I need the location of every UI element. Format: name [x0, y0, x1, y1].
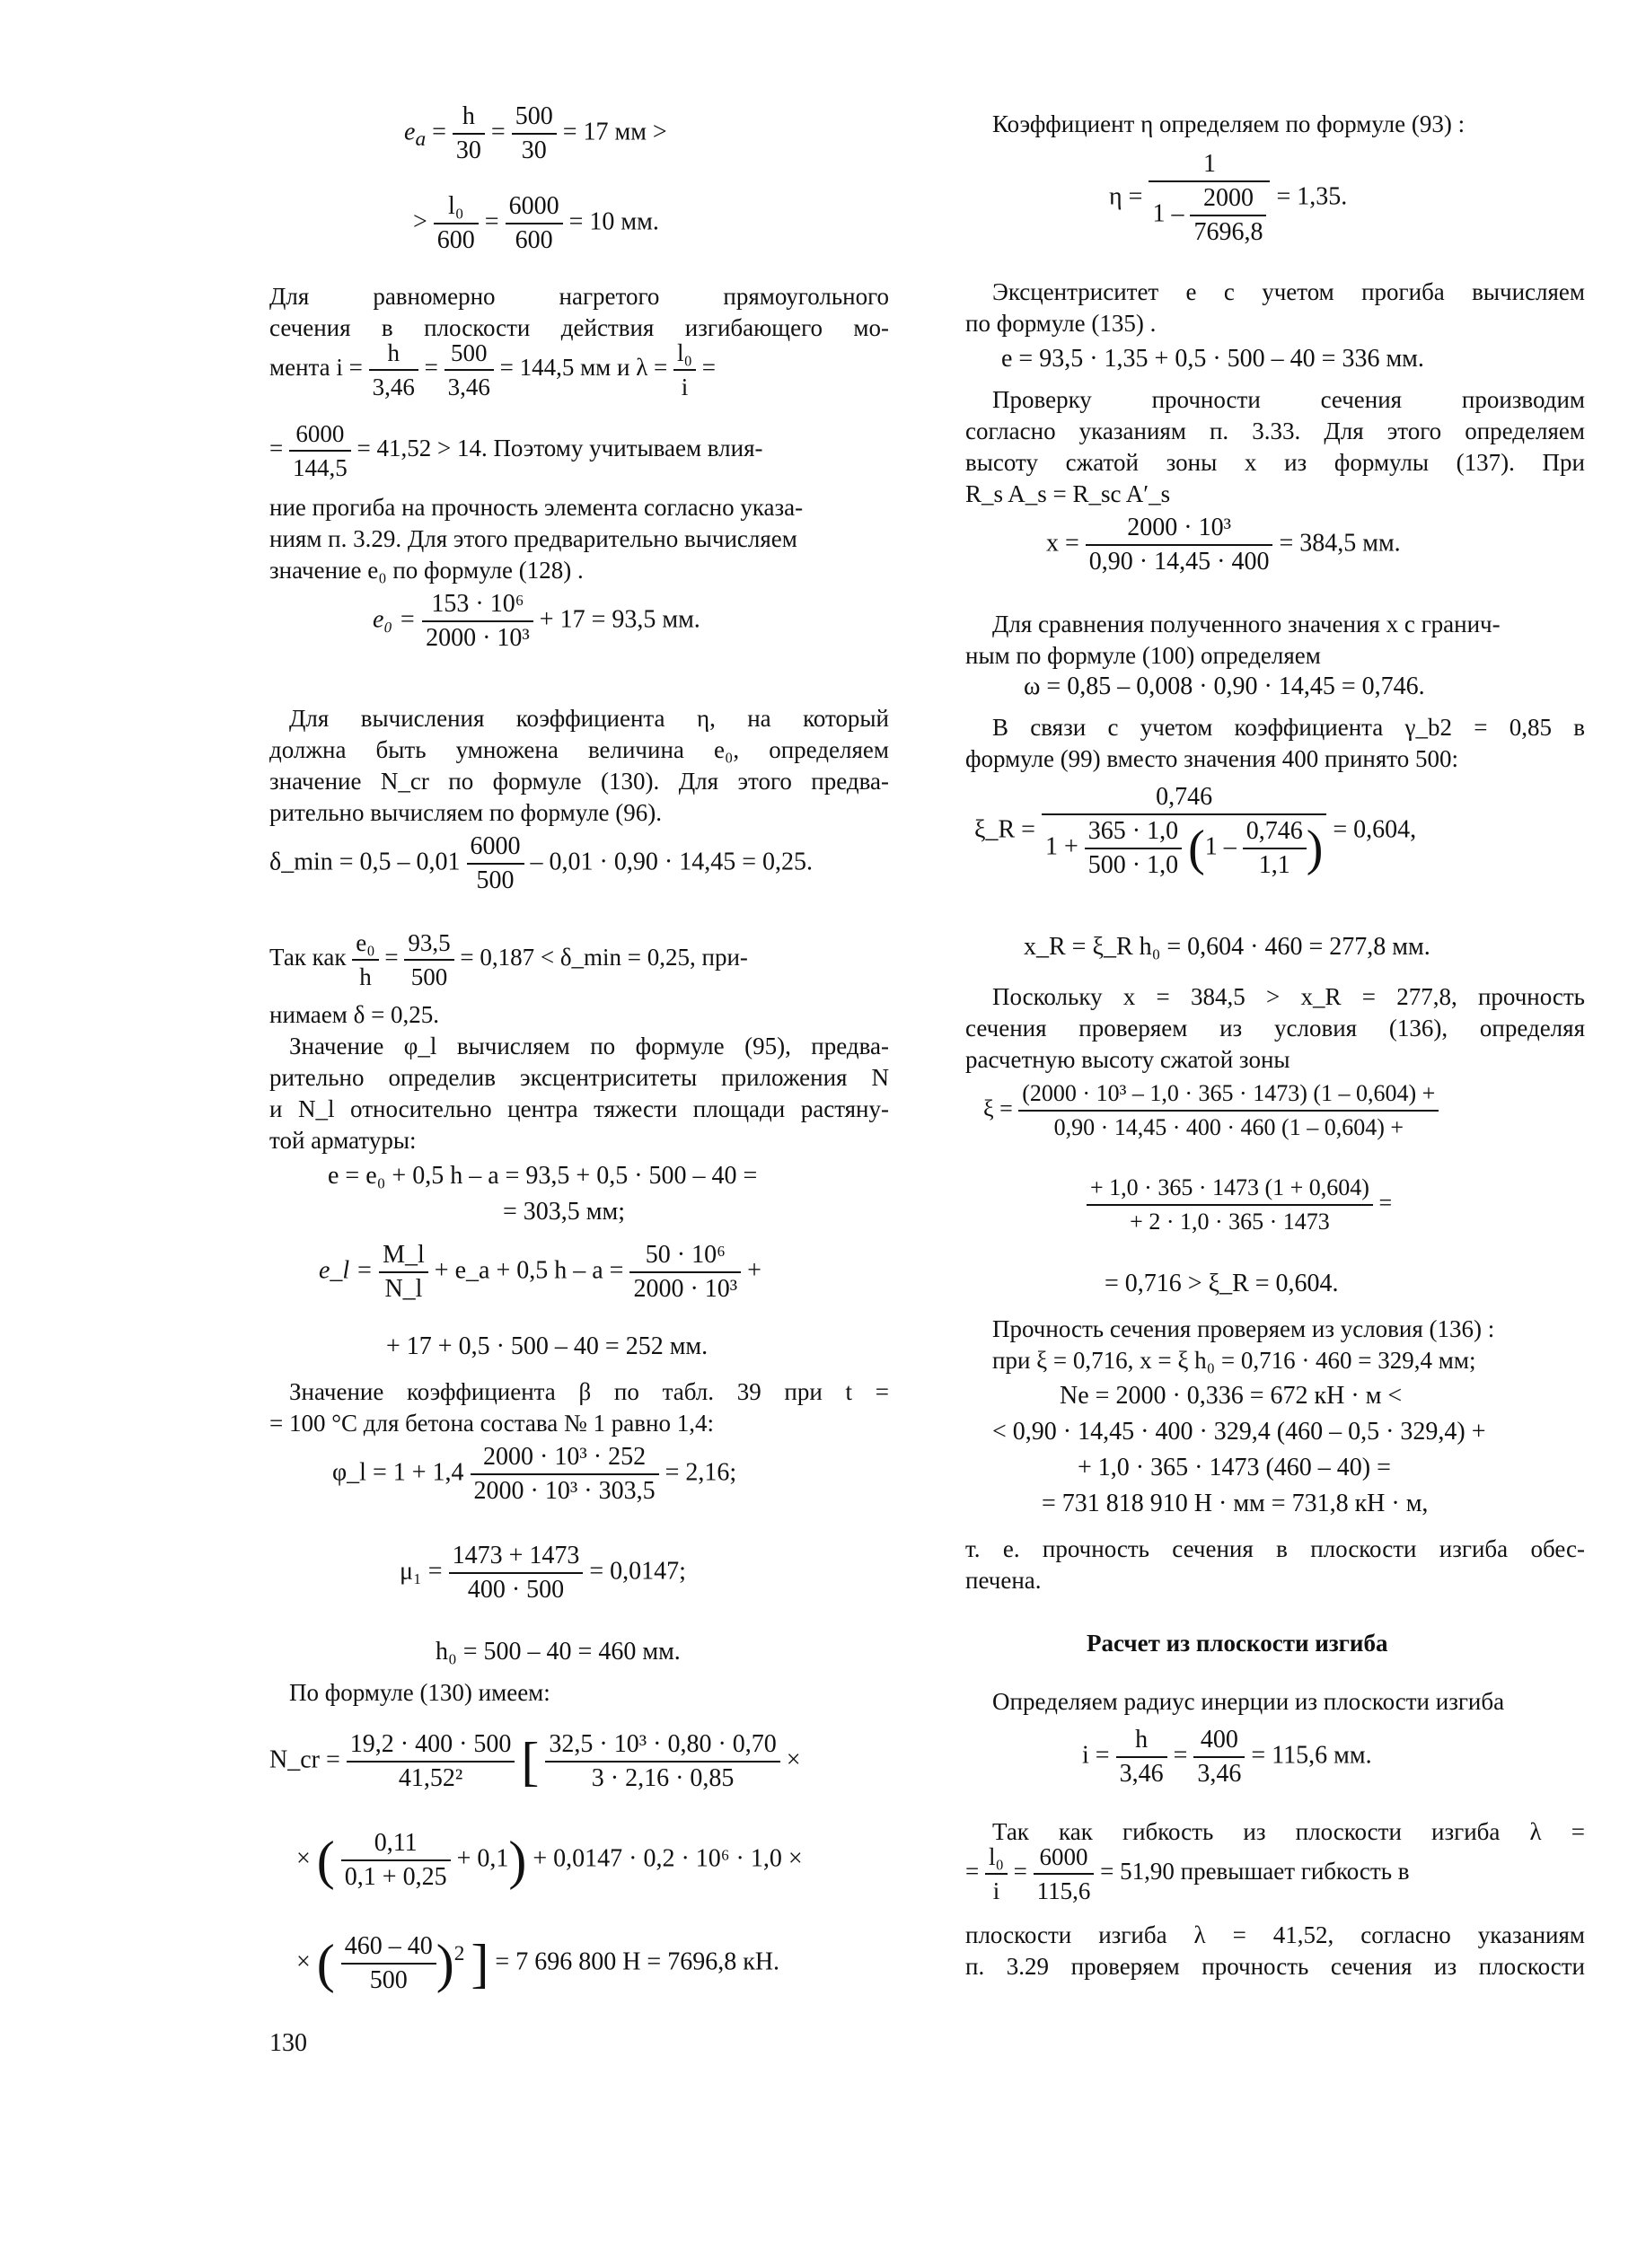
denominator: 115,6 [1036, 1877, 1091, 1904]
denominator [1042, 815, 1326, 882]
denominator: i [992, 1877, 1000, 1904]
eq-lhs: μ₁ = [400, 1557, 443, 1586]
eq-lhs: ξ_R = [974, 815, 1035, 844]
paragraph-line: ниям п. 3.29. Для этого предварительно вычисляем [269, 525, 797, 552]
text-run: мента i = [269, 354, 363, 382]
paragraph-line: сечения в плоскости действия изгибающего мо- [269, 314, 889, 341]
fraction [1086, 512, 1273, 578]
paragraph-line: рительно определив эксцентриситеты приложения N [269, 1064, 889, 1091]
denominator-inner: 1 – [1204, 832, 1237, 861]
fraction [341, 1930, 436, 1997]
fraction [404, 927, 453, 993]
paragraph-line: В связи с учетом коэффициента γ_b2 = 0,85 в [992, 714, 1585, 741]
numerator: 0,746 [1243, 815, 1307, 849]
fraction [453, 101, 485, 167]
paragraph-line: по формуле (135) . [965, 310, 1157, 337]
paragraph-line: должна быть умножена величина e₀, определяем [269, 736, 889, 763]
paren-open: ( [316, 1831, 335, 1890]
numerator: h [453, 101, 485, 135]
fraction [673, 337, 696, 403]
bracket-close: ] [471, 1934, 489, 1993]
numerator: l₀ [434, 190, 479, 224]
page-number: 130 [269, 2029, 307, 2057]
eq-rhs: = [1378, 1189, 1393, 1216]
paragraph-line: ние прогиба на прочность элемента согласно указа- [269, 494, 804, 521]
numerator: 365 · 1,0 [1085, 815, 1182, 849]
paren-close: ) [436, 1934, 454, 1993]
equation-ea-2: > $\frac{\text{l₀}}{600}$ = $\frac{6000}{600}$ = 10 мм. [413, 190, 659, 257]
paragraph-line: Прочность сечения проверяем из условия (136) : [992, 1315, 1495, 1342]
eq-rhs: = 7 696 800 Н = 7696,8 кН. [495, 1947, 780, 1976]
numerator: 460 – 40 [341, 1930, 436, 1965]
denominator: i [681, 374, 689, 400]
paren-close: ) [508, 1831, 527, 1890]
numerator: l₀ [985, 1841, 1008, 1875]
eq-rhs: = 0,0147; [589, 1557, 686, 1586]
text-run: = 41,52 > 14. Поэтому учитываем влия- [356, 435, 763, 462]
fraction [1149, 148, 1270, 249]
fraction [545, 1728, 779, 1795]
paragraph-line-formula: Так как $\frac{\text{e₀}}{h}$ = $\frac{93,5}{500}$ = 0,187 < δ_min = 0,25, при- [269, 927, 748, 993]
fraction [422, 588, 533, 655]
equation-xi-R [974, 781, 1416, 882]
denominator: 3,46 [1119, 1760, 1164, 1788]
paragraph-line: Эксцентриситет e с учетом прогиба вычисляем [992, 278, 1585, 305]
eq-rhs: = 384,5 мм. [1279, 529, 1401, 558]
equation-ncr-2 [296, 1827, 803, 1894]
equation-h0: h₀ = 500 – 40 = 460 мм. [436, 1638, 681, 1666]
text-run: = 0,187 < δ_min = 0,25, при- [460, 944, 748, 971]
text-run: = [701, 354, 716, 382]
equation-e: e = e₀ + 0,5 h – a = 93,5 + 0,5 · 500 – 40 = [328, 1162, 758, 1190]
numerator: 2000 · 10³ [1086, 512, 1273, 546]
fraction [1116, 1724, 1167, 1790]
equation-delta-min [269, 831, 813, 897]
denominator: 500 [476, 866, 515, 894]
eq-rhs: = 115,6 мм. [1251, 1741, 1372, 1770]
paragraph-line: и N_l относительно центра тяжести площади растяну- [269, 1095, 889, 1122]
numerator: 19,2 · 400 · 500 [347, 1728, 515, 1763]
equation-e0 [373, 588, 700, 655]
denominator: 600 [515, 226, 553, 254]
equation-omega: ω = 0,85 – 0,008 · 0,90 · 14,45 = 0,746. [1024, 672, 1425, 700]
denominator: 500 [410, 963, 448, 990]
paragraph-line: при ξ = 0,716, x = ξ h₀ = 0,716 · 460 = 329,4 мм; [992, 1347, 1476, 1374]
paragraph-line: формуле (99) вместо значения 400 принято 500: [965, 745, 1458, 772]
numerator: 153 · 10⁶ [422, 588, 533, 622]
eq-lhs: δ_min = 0,5 – 0,01 [269, 848, 461, 876]
fraction [471, 1441, 659, 1508]
paragraph-line-formula: = $\frac{\text{l₀}}{i}$ = $\frac{6000}{115,6}$ = 51,90 превышает гибкость в [965, 1841, 1410, 1907]
equation-x [1046, 512, 1401, 578]
fraction [1085, 815, 1182, 882]
paren-open: ( [1188, 821, 1205, 876]
denominator: 0,90 · 14,45 · 400 [1088, 548, 1270, 576]
numerator: 1473 + 1473 [449, 1540, 584, 1574]
equation-phi [332, 1441, 736, 1508]
eq-symbol: e [404, 118, 416, 146]
numerator: l₀ [673, 337, 696, 371]
denominator: 41,52² [398, 1764, 463, 1792]
denominator: + 2 · 1,0 · 365 · 1473 [1130, 1209, 1330, 1235]
fraction [352, 927, 378, 993]
numerator: M_l [379, 1239, 428, 1273]
denominator: 3,46 [1197, 1760, 1242, 1788]
fraction [512, 101, 557, 167]
fraction [289, 418, 351, 484]
paragraph-line: По формуле (130) имеем: [289, 1679, 550, 1706]
numerator: 500 [512, 101, 557, 135]
fraction [1193, 1724, 1245, 1790]
numerator: 1 [1149, 148, 1270, 182]
paragraph-line: печена. [965, 1567, 1042, 1594]
eq-mid: + e_a + 0,5 h – a = [434, 1256, 624, 1285]
eq-rhs: + 17 = 93,5 мм. [539, 605, 700, 634]
fraction [1243, 815, 1307, 882]
numerator: 32,5 · 10³ · 0,80 · 0,70 [545, 1728, 779, 1763]
paragraph-line: = 100 °С для бетона состава № 1 равно 1,4: [269, 1410, 714, 1437]
paragraph-line: Проверку прочности сечения производим [992, 386, 1585, 413]
eq-rhs: = 2,16; [665, 1458, 737, 1487]
equation-Ne-1: Ne = 2000 · 0,336 = 672 кН · м < [1060, 1382, 1403, 1410]
eq-lhs: N_cr = [269, 1745, 340, 1774]
numerator: 50 · 10⁶ [629, 1239, 741, 1273]
paragraph-line: расчетную высоту сжатой зоны [965, 1046, 1290, 1073]
equation-ncr-1 [269, 1728, 801, 1795]
text-run: = 144,5 мм и λ = [499, 354, 668, 382]
denominator: 3,46 [372, 374, 415, 400]
paragraph-line: Для сравнения полученного значения x с гранич- [992, 611, 1501, 637]
equation-Ne-2: < 0,90 · 14,45 · 400 · 329,4 (460 – 0,5 · 329,4) + [992, 1418, 1486, 1446]
eq-lhs: e₀ = [373, 605, 417, 634]
fraction [1034, 1841, 1095, 1907]
equation-xR: x_R = ξ_R h₀ = 0,604 · 460 = 277,8 мм. [1024, 933, 1430, 961]
equation-e-ecc: e = 93,5 · 1,35 + 0,5 · 500 – 40 = 336 мм. [1001, 345, 1424, 373]
paren-open: ( [316, 1934, 335, 1993]
numerator: 6000 [506, 190, 563, 224]
numerator: 0,11 [341, 1827, 451, 1861]
eq-lead: × [296, 1844, 311, 1873]
denominator: 0,1 + 0,25 [344, 1863, 447, 1891]
eq-lhs: η = [1109, 182, 1143, 211]
numerator: + 1,0 · 365 · 1473 (1 + 0,604) [1087, 1172, 1373, 1206]
eq-rhs: = 1,35. [1276, 182, 1348, 211]
equation-ea-1: $e_a$ = $\frac{h}{30}$ = $\frac{500}{30}$ = 17 мм > [404, 101, 667, 167]
equation-mu [400, 1540, 686, 1606]
denominator-lead: 1 + [1044, 832, 1078, 861]
numerator: 2000 · 10³ · 252 [471, 1441, 659, 1475]
paragraph-line-formula: = $\frac{6000}{144,5}$ = 41,52 > 14. Поэтому учитываем влия- [269, 418, 763, 484]
paragraph-line: высоту сжатой зоны x из формулы (137). При [965, 449, 1585, 476]
denominator: 0,90 · 14,45 · 400 · 460 (1 – 0,604) + [1053, 1114, 1404, 1140]
fraction [629, 1239, 741, 1305]
numerator: 6000 [1034, 1841, 1095, 1875]
denominator [1149, 182, 1270, 249]
eq-rhs: + [747, 1256, 761, 1285]
numerator: 400 [1193, 1724, 1245, 1758]
numerator: h [1116, 1724, 1167, 1758]
text-run: Так как [269, 944, 347, 971]
paragraph-line: Значение коэффициента β по табл. 39 при t = [289, 1378, 889, 1405]
equation-xi-1 [983, 1077, 1439, 1144]
fraction [985, 1841, 1008, 1907]
paragraph-line: п. 3.29 проверяем прочность сечения из плоскости [965, 1953, 1585, 1980]
equation-el-cont: + 17 + 0,5 · 500 – 40 = 252 мм. [386, 1332, 709, 1360]
equation-Ne-4: = 731 818 910 Н · мм = 731,8 кН · м, [1042, 1490, 1429, 1517]
eq-lhs: x = [1046, 529, 1079, 558]
paren-close: ) [1306, 821, 1324, 876]
fraction [445, 337, 494, 403]
fraction [369, 337, 418, 403]
equation-xi-3: = 0,716 > ξ_R = 0,604. [1105, 1270, 1339, 1297]
denominator: 30 [521, 136, 547, 164]
paragraph-line: той арматуры: [269, 1127, 417, 1154]
denominator: 3 · 2,16 · 0,85 [591, 1764, 735, 1792]
eq-lead: > [413, 207, 427, 236]
eq-lead: × [296, 1947, 311, 1976]
paragraph-line: т. е. прочность сечения в плоскости изгиба обес- [965, 1535, 1585, 1562]
eq-lhs: e_l = [319, 1256, 374, 1285]
eq-lhs: i = [1082, 1741, 1110, 1770]
fraction [506, 190, 563, 257]
fraction [434, 190, 479, 257]
fraction [347, 1728, 515, 1795]
fraction [449, 1540, 584, 1606]
paragraph-line: Поскольку x = 384,5 > x_R = 277,8, прочность [992, 983, 1585, 1010]
paragraph-line: R_s A_s = R_sc A′_s [965, 480, 1171, 507]
fraction [467, 831, 524, 897]
equation-xi-2 [1087, 1172, 1392, 1238]
numerator: e₀ [352, 927, 378, 961]
eq-lhs: φ_l = 1 + 1,4 [332, 1458, 464, 1487]
eq-lhs: ξ = [983, 1094, 1013, 1121]
eq-rhs: = 0,604, [1333, 815, 1417, 844]
text-run: = [965, 1858, 980, 1886]
eq-rhs: + 0,1 [456, 1844, 509, 1873]
eq-rhs: = 10 мм. [568, 207, 659, 236]
paragraph-line: Так как гибкость из плоскости изгиба λ = [992, 1818, 1585, 1845]
denominator: 600 [436, 226, 475, 254]
equation-e-cont: = 303,5 мм; [503, 1198, 626, 1226]
paragraph-line: Для равномерно нагретого прямоугольного [269, 283, 889, 310]
denominator: h [359, 963, 372, 990]
fraction [379, 1239, 428, 1305]
numerator: 6000 [289, 418, 351, 452]
denominator: 2000 · 10³ [426, 624, 530, 652]
paragraph-line: плоскости изгиба λ = 41,52, согласно указаниям [965, 1921, 1585, 1948]
fraction [1087, 1172, 1373, 1238]
numerator: 0,746 [1042, 781, 1326, 815]
denominator: 500 [369, 1966, 408, 1994]
eq-rhs: = 17 мм > [562, 118, 667, 146]
equation-ncr-3 [296, 1930, 779, 1997]
eq-subscript: a [415, 127, 427, 152]
numerator: (2000 · 10³ – 1,0 · 365 · 1473) (1 – 0,604) + [1018, 1077, 1439, 1112]
numerator: h [369, 337, 418, 371]
fraction [341, 1827, 451, 1894]
denominator: N_l [384, 1275, 423, 1303]
fraction [1190, 182, 1266, 249]
paragraph-line: Определяем радиус инерции из плоскости изгиба [992, 1688, 1505, 1715]
paragraph-line: Значение φ_l вычисляем по формуле (95), предва- [289, 1033, 889, 1059]
denominator: 2000 · 10³ [633, 1275, 738, 1303]
eq-tail: + 0,0147 · 0,2 · 10⁶ · 1,0 × [533, 1844, 803, 1873]
numerator: 2000 [1190, 182, 1266, 216]
denominator: 400 · 500 [467, 1576, 565, 1604]
text-run: = 51,90 превышает гибкость в [1100, 1858, 1410, 1886]
denominator: 2000 · 10³ · 303,5 [473, 1477, 656, 1505]
fraction [1042, 781, 1326, 882]
fraction [1018, 1077, 1439, 1144]
denominator: 7696,8 [1193, 218, 1263, 246]
paragraph-line: значение e₀ по формуле (128) . [269, 557, 584, 584]
section-heading: Расчет из плоскости изгиба [1087, 1630, 1388, 1657]
paragraph-line: сечения проверяем из условия (136), определяя [965, 1015, 1585, 1042]
denominator: 144,5 [292, 454, 348, 481]
equation-el [319, 1239, 761, 1305]
paragraph-line: Для вычисления коэффициента η, на который [289, 705, 889, 732]
denominator-lead: 1 – [1152, 199, 1184, 228]
paragraph-line: нимаем δ = 0,25. [269, 1001, 440, 1028]
exponent: 2 [453, 1942, 465, 1966]
equation-i: i = $\frac{h}{3,46}$ = $\frac{400}{3,46}$ = 115,6 мм. [1082, 1724, 1372, 1790]
paragraph-line: ным по формуле (100) определяем [965, 642, 1321, 669]
paragraph-line: Коэффициент η определяем по формуле (93) : [992, 110, 1466, 137]
denominator: 500 · 1,0 [1087, 851, 1179, 879]
denominator: 3,46 [447, 374, 490, 400]
denominator: 1,1 [1258, 851, 1290, 879]
numerator: 6000 [467, 831, 524, 865]
equation-eta [1109, 148, 1347, 249]
eq-rhs: × [786, 1745, 801, 1774]
denominator: 30 [455, 136, 481, 164]
eq-rhs: – 0,01 · 0,90 · 14,45 = 0,25. [530, 848, 813, 876]
bracket-open: [ [521, 1732, 540, 1791]
paragraph-line: согласно указаниям п. 3.33. Для этого определяем [965, 418, 1585, 444]
numerator: 500 [445, 337, 494, 371]
paragraph-line: значение N_cr по формуле (130). Для этого предва- [269, 768, 889, 795]
paragraph-line-formula: мента i = $\frac{h}{3,46}$ = $\frac{500}{3,46}$ = 144,5 мм и λ = $\frac{\text{l₀}}{i}$ = [269, 337, 716, 403]
numerator: 93,5 [404, 927, 453, 961]
equation-Ne-3: + 1,0 · 365 · 1473 (460 – 40) = [1078, 1454, 1391, 1481]
paragraph-line: рительно вычисляем по формуле (96). [269, 799, 662, 826]
